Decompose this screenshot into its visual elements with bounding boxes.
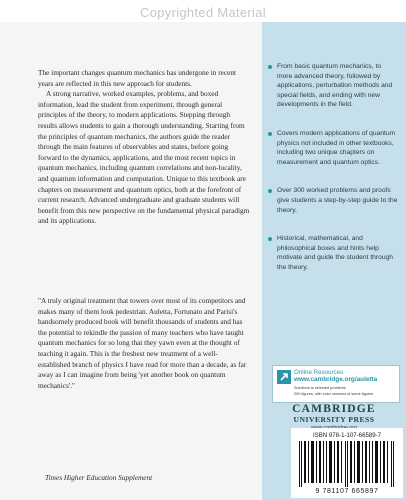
feature-item	[268, 62, 398, 110]
intro-paragraph: The important changes quantum mechanics has undergone in recent years are reflected in this new approach for students.	[38, 68, 237, 88]
review-quote	[38, 296, 250, 391]
bullet-icon	[268, 65, 272, 69]
online-resources-box	[272, 365, 400, 403]
online-title: Online Resources	[294, 369, 344, 376]
quote-text: "A truly original treatment that towers over most of its competitors and makes many of them look pedestrian. Auletta, Fortunato and Parisi's handsomely produced book will benefit thousands of students and has the potential to rekindle the passion of many teachers who have taught quantum mechanics for so long that they yawn even at the thought of teaching it again. This is the freshest new treatment of a well-established branch of physics I have read for more than a decade, as far away as I can imagine from being 'yet another book on quantum mechanics'."	[38, 296, 247, 390]
barcode-icon	[297, 441, 397, 487]
review-source: Times Higher Education Supplement	[45, 473, 153, 482]
feature-text: Over 300 worked problems and proofs give students a step-by-step guide to the theory.	[277, 187, 398, 214]
copyright-watermark: Copyrighted Material	[140, 5, 266, 20]
publisher-subtitle: UNIVERSITY PRESS	[293, 415, 375, 424]
description	[38, 68, 250, 227]
feature-text: From basic quantum mechanics, to more advanced theory, followed by applications, perturbation methods and special fields, and ending with new developments in the field.	[277, 63, 393, 109]
feature-item	[268, 129, 398, 167]
online-item: Solutions to selected problems	[294, 386, 346, 390]
intro-paragraph: A strong narrative, worked examples, problems, and boxed information, lead the student from experiment, through general principles of the theory, to modern applications. Stepping through results allows students to gain a thorough understanding. Starting from the principles of quantum mechanics, the authors guide the reader through the main features of observables and states, before going forward to the dynamics, applications, and the most recent topics in quantum mechanics, including quantum correlations and non-locality, and quantum information and computation. Unique to this textbook are chapters on measurement and quantum optics, both at the forefront of current research. Advanced undergraduate and graduate students will benefit from this new perspective on the fundamental physical paradigm and its applications.	[38, 89, 250, 226]
feature-text: Historical, mathematical, and philosophical boxes and hints help motivate and guide the student through the theory.	[277, 235, 393, 271]
publisher-name: CAMBRIDGE	[292, 403, 376, 415]
isbn-label: ISBN 978-1-107-66589-7	[312, 432, 382, 439]
bullet-icon	[268, 132, 272, 136]
feature-item	[268, 234, 398, 272]
feature-list	[268, 62, 398, 292]
online-item: 200 figures, with color versions of some figures	[294, 392, 374, 396]
barcode-digits: 9 781107 665897	[315, 488, 379, 495]
bullet-icon	[268, 237, 272, 241]
feature-text: Covers modern applications of quantum physics not included in other textbooks, including two unique chapters on measurement and quantum optics.	[277, 129, 396, 166]
isbn-block	[291, 428, 403, 498]
feature-item	[268, 186, 398, 215]
arrow-icon	[277, 370, 291, 384]
online-url[interactable]: www.cambridge.org/auletta	[294, 376, 378, 383]
bullet-icon	[268, 189, 272, 193]
